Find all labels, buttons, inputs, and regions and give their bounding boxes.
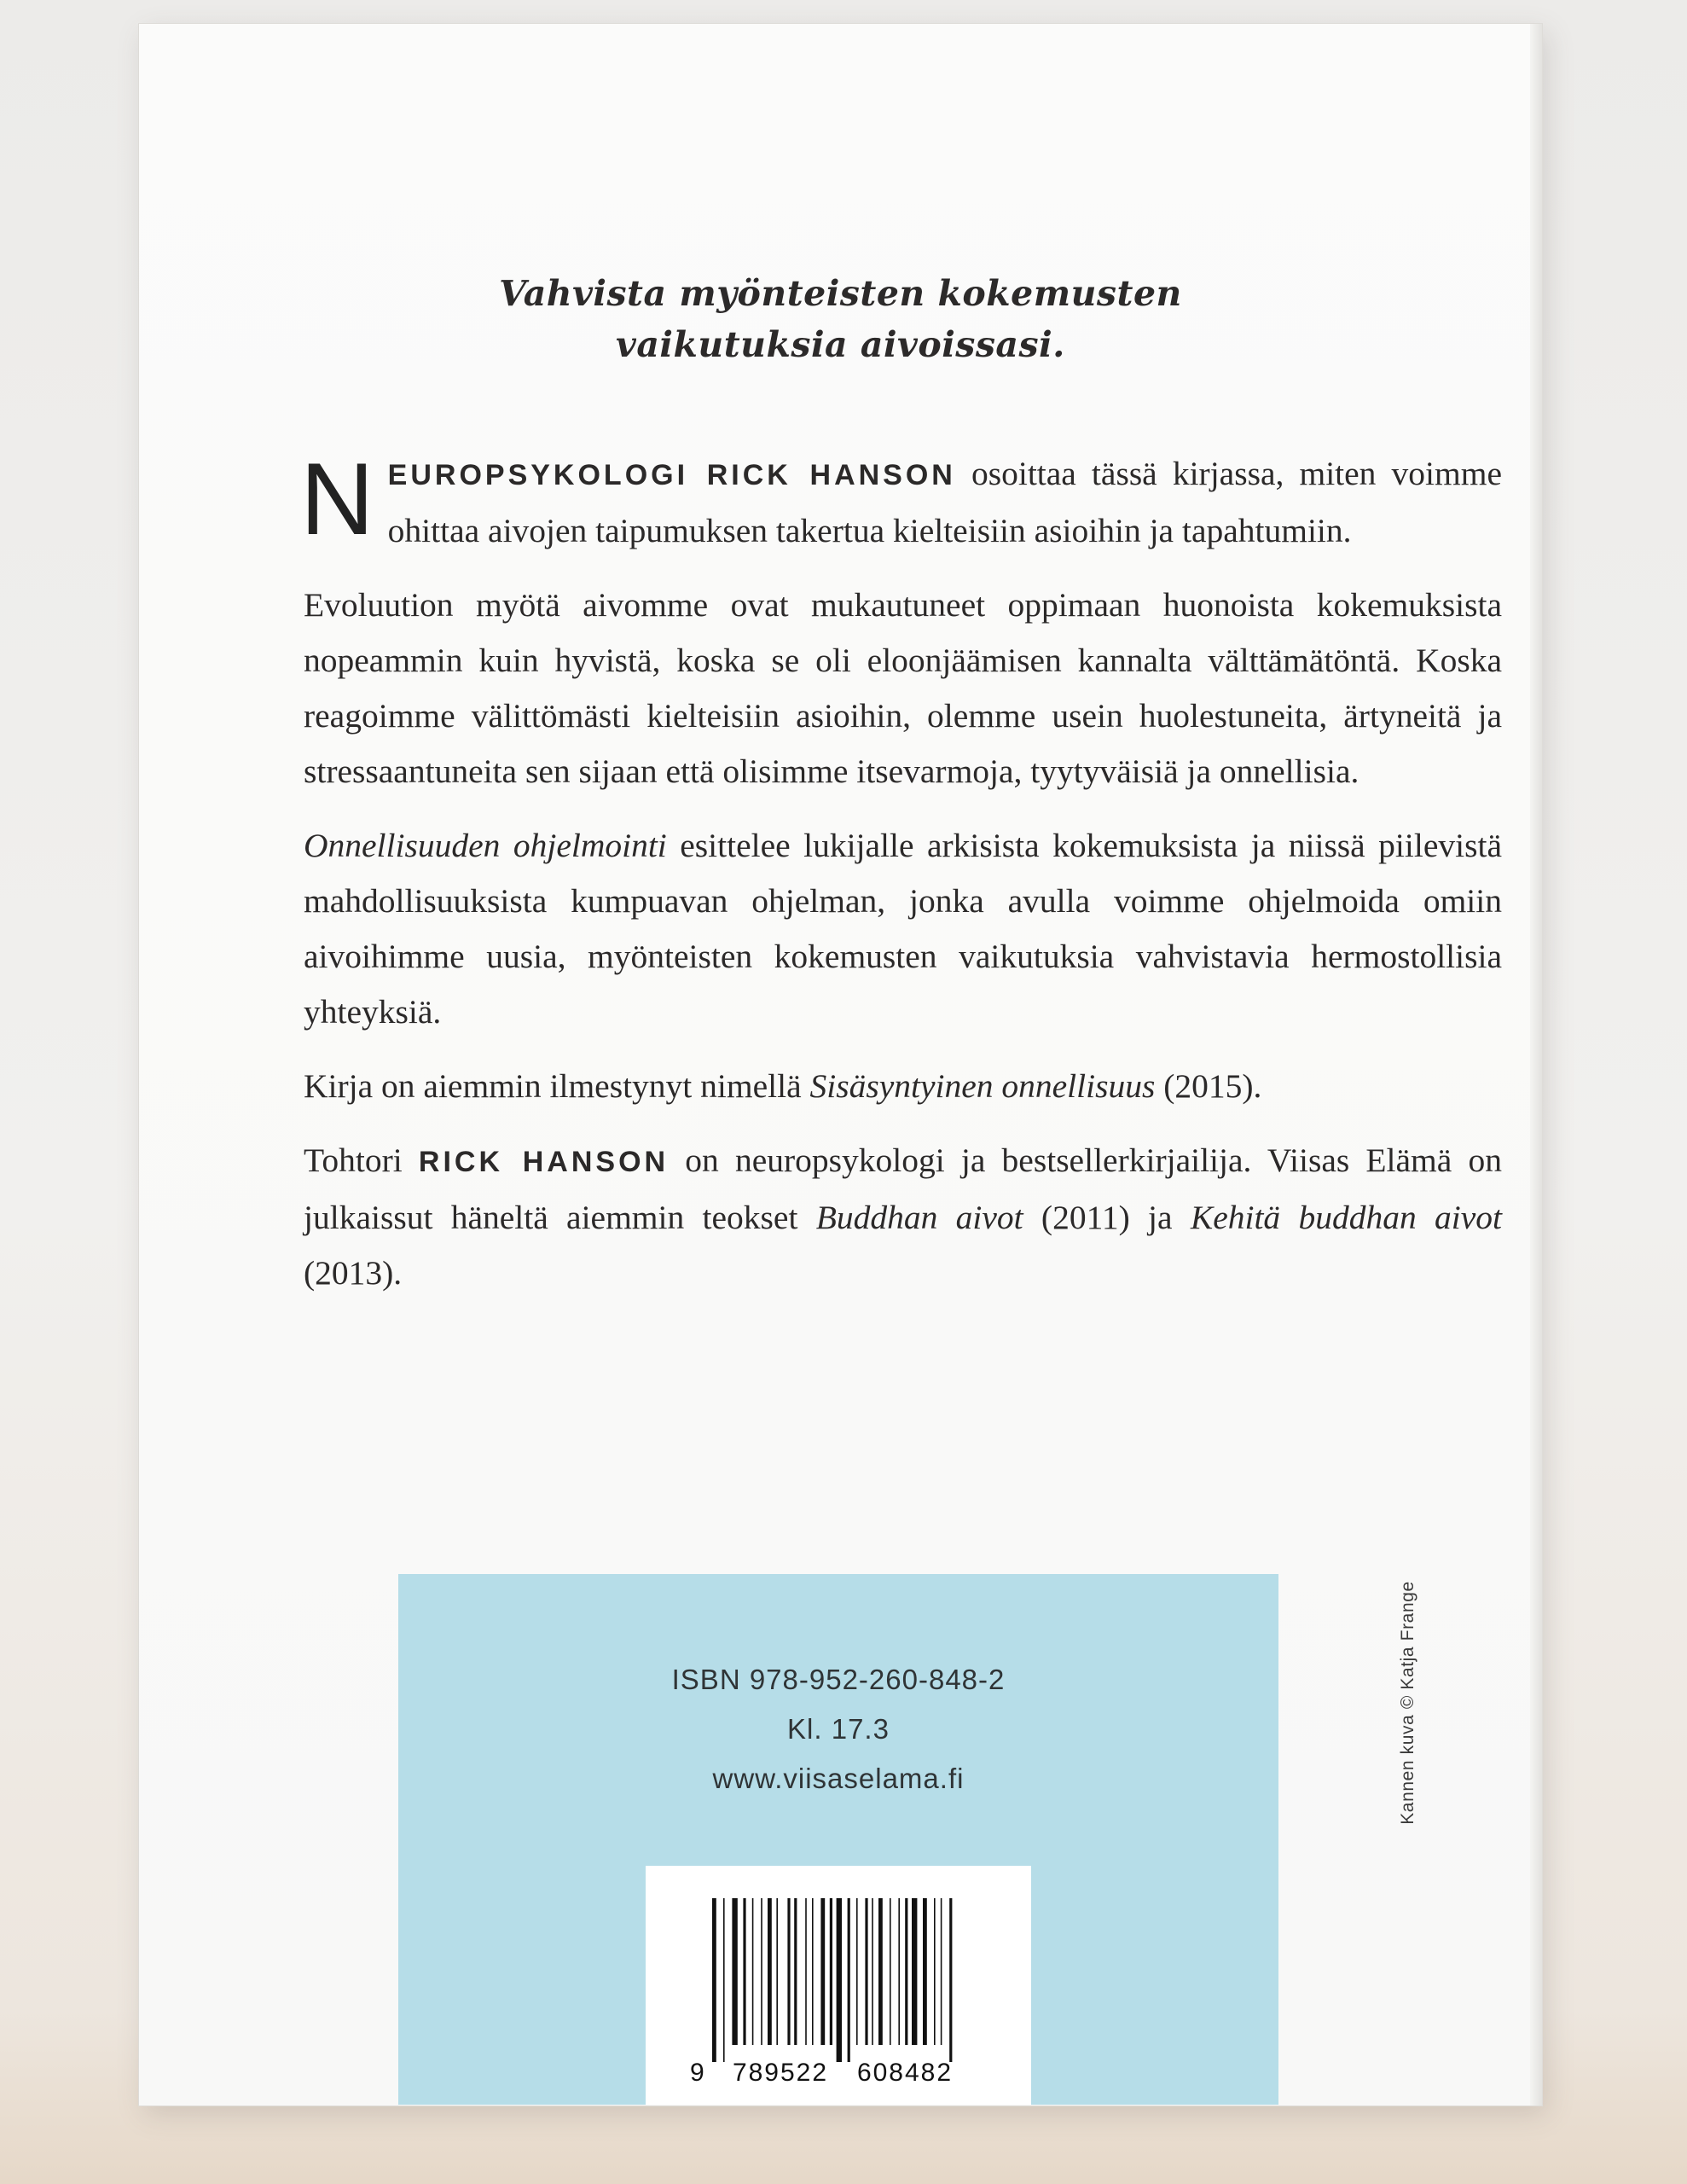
author-name-caps: RICK HANSON	[418, 1146, 670, 1178]
barcode-bar	[912, 1898, 917, 2045]
barcode-bar	[890, 1898, 891, 2045]
website-text: www.viisaselama.fi	[712, 1763, 965, 1794]
barcode-bar	[837, 1898, 842, 2062]
barcode-bar	[712, 1898, 716, 2062]
barcode-bar	[743, 1898, 745, 2045]
barcode-bar	[865, 1898, 867, 2045]
evolution-paragraph: Evoluution myötä aivomme ovat mukautuneet oppimaan huonoista kokemuksista nopeammin kuin hyvistä, koska se oli eloonjäämisen kannalta välttämätöntä. Koska reagoimme välittömästi kielteisiin asioihin, olemme usein huolestuneita, ärtyneitä ja stressaantuneita sen sijaan että olisimme itsevarmoja, tyytyväisiä ja onnellisia.	[304, 586, 1502, 790]
barcode-bar	[752, 1898, 754, 2045]
barcode-bar	[787, 1898, 790, 2045]
cover-tagline	[139, 268, 1542, 370]
barcode-bar	[898, 1898, 900, 2045]
barcode-bar	[723, 1898, 725, 2062]
publisher-info	[398, 1655, 1278, 1804]
barcode	[646, 1866, 1031, 2105]
barcode-bar	[820, 1898, 825, 2045]
barcode-bar	[732, 1898, 737, 2045]
author-bio-paragraph	[304, 1133, 1502, 1301]
barcode-bar	[812, 1898, 814, 2045]
classification-text: Kl. 17.3	[787, 1713, 890, 1745]
barcode-group-2: 608482	[856, 2059, 954, 2087]
barcode-panel	[646, 1866, 1031, 2105]
book-1-italic: Buddhan aivot	[815, 1199, 1023, 1236]
barcode-bar	[923, 1898, 927, 2045]
author-lead-caps: EUROPSYKOLOGI RICK HANSON	[387, 459, 956, 491]
drop-cap: N	[300, 442, 374, 556]
blurb-text	[300, 442, 1502, 1320]
cover-photo-credit: Kannen kuva © Katja Frange	[1398, 1581, 1417, 1825]
barcode-bar	[878, 1898, 883, 2045]
barcode-bar	[761, 1898, 762, 2045]
intro-paragraph	[300, 442, 1502, 559]
publisher-info-box	[398, 1574, 1278, 2105]
barcode-bar	[794, 1898, 797, 2045]
previous-edition-year: (2015).	[1155, 1067, 1262, 1105]
tagline-line-2: vaikutuksia aivoissasi.	[616, 324, 1065, 365]
barcode-bar	[934, 1898, 936, 2045]
bio-pre: Tohtori	[304, 1141, 419, 1179]
barcode-bar	[872, 1898, 873, 2045]
intro-rest: osoittaa tässä kirjassa, miten voimme ohittaa aivojen taipumuksen takertua kielteisiin asioihin ja tapahtumiin.	[387, 455, 1502, 549]
previous-title-italic: Sisäsyntyinen onnellisuus	[809, 1067, 1156, 1105]
barcode-bar	[776, 1898, 778, 2045]
barcode-bar	[949, 1898, 952, 2062]
barcode-bar	[856, 1898, 858, 2045]
bio-post: (2013).	[304, 1254, 403, 1292]
book-title-italic: Onnellisuuden ohjelmointi	[304, 827, 667, 864]
barcode-bar	[848, 1898, 850, 2062]
barcode-bar	[830, 1898, 832, 2045]
previous-edition-paragraph	[304, 1059, 1502, 1114]
barcode-bar	[805, 1898, 807, 2045]
barcode-bar	[905, 1898, 907, 2045]
program-paragraph	[304, 818, 1502, 1040]
program-rest: esittelee lukijalle arkisista kokemuksista ja niissä piilevistä mahdollisuuksista kumpuavan ohjelman, jonka avulla voimme ohjelmoida omiin aivoihimme uusia, myönteisten kokemusten vaikutuksia vahvistavia hermostollisia yhteyksiä.	[304, 827, 1502, 1031]
barcode-group-1: 789522	[732, 2059, 829, 2087]
barcode-bar	[768, 1898, 772, 2045]
barcode-bar	[941, 1898, 942, 2045]
barcode-first-digit: 9	[690, 2059, 704, 2087]
previous-edition-pre: Kirja on aiemmin ilmestynyt nimellä	[304, 1067, 810, 1105]
isbn-text: ISBN 978-952-260-848-2	[671, 1664, 1006, 1695]
bio-mid-1: on neuropsykologi ja bestsellerkirjailija. Viisas Elämä on julkaissut häneltä aiemmin teokset	[304, 1141, 1502, 1236]
tagline-line-1: Vahvista myönteisten kokemusten	[499, 273, 1182, 314]
book-2-italic: Kehitä buddhan aivot	[1190, 1199, 1502, 1236]
bio-mid-2: (2011) ja	[1023, 1199, 1191, 1236]
